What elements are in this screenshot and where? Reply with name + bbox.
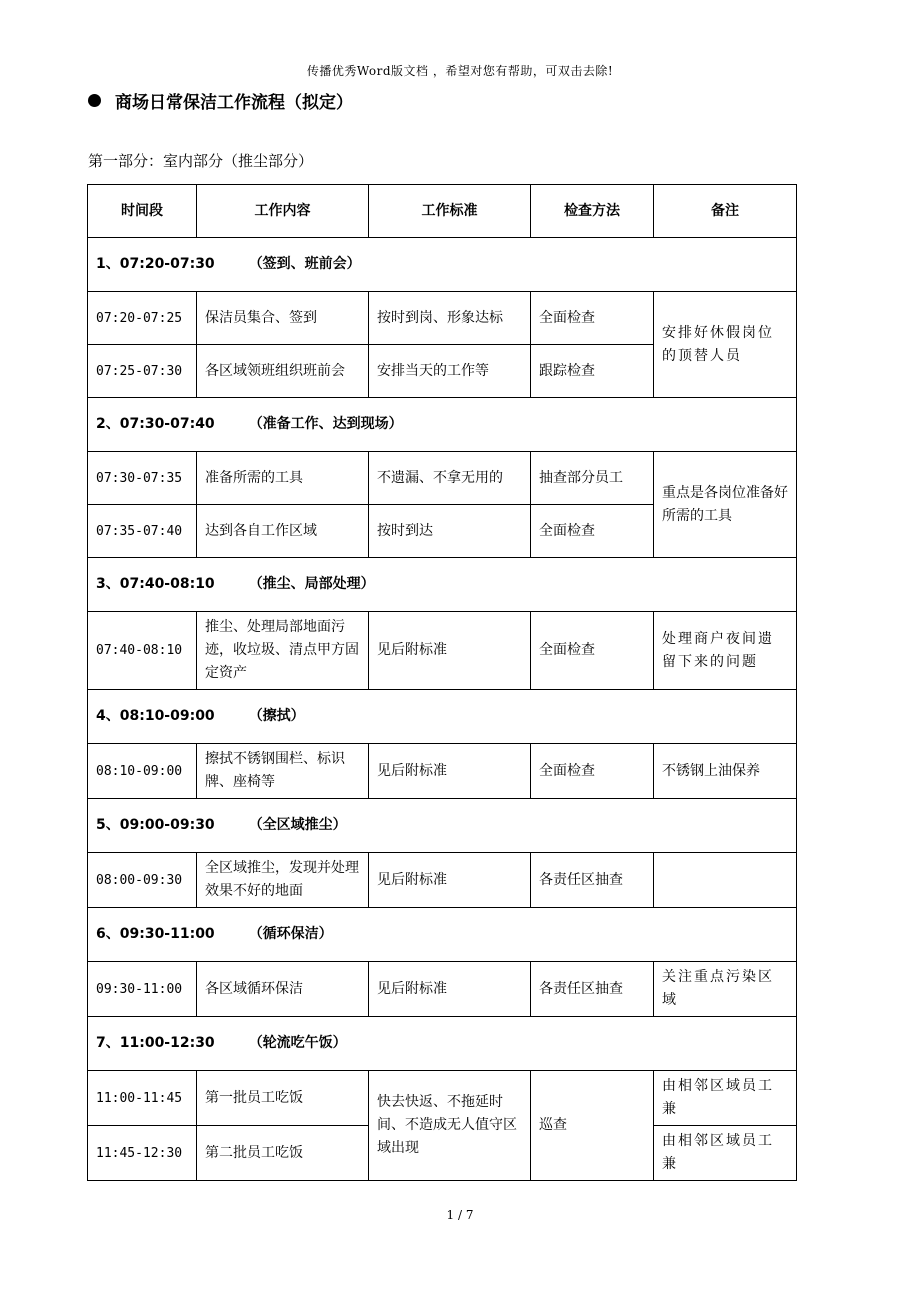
cell-standard: 见后附标准 xyxy=(369,612,531,690)
table-row xyxy=(88,853,797,908)
group-time: 2、07:30-07:40 xyxy=(96,416,215,432)
group-time: 6、09:30-11:00 xyxy=(96,926,215,942)
cell-standard: 见后附标准 xyxy=(369,962,531,1017)
group-label: （擦拭） xyxy=(248,708,305,724)
table-header-row xyxy=(88,185,797,238)
table-row xyxy=(88,292,797,345)
cell-note: 不锈钢上油保养 xyxy=(654,744,797,799)
group-label: （全区域推尘） xyxy=(248,817,347,833)
column-header: 工作标准 xyxy=(369,185,531,238)
cell-note: 重点是各岗位准备好所需的工具 xyxy=(654,452,797,558)
page-number: 1 / 7 xyxy=(446,1208,474,1222)
group-label: （签到、班前会） xyxy=(248,256,361,272)
cell-check: 巡查 xyxy=(531,1071,654,1181)
cell-standard: 见后附标准 xyxy=(369,853,531,908)
table-row xyxy=(88,1071,797,1126)
cell-check: 全面检查 xyxy=(531,505,654,558)
column-header: 工作内容 xyxy=(197,185,369,238)
cell-time: 11:45-12:30 xyxy=(88,1126,197,1181)
cell-note xyxy=(654,853,797,908)
document-title-text: 商场日常保洁工作流程（拟定） xyxy=(115,93,353,113)
cell-standard: 快去快返、不拖延时间、不造成无人值守区域出现 xyxy=(369,1071,531,1181)
cell-time: 07:30-07:35 xyxy=(88,452,197,505)
group-header-row xyxy=(88,799,797,853)
cell-check: 全面检查 xyxy=(531,292,654,345)
group-header-row xyxy=(88,398,797,452)
cell-check: 各责任区抽查 xyxy=(531,853,654,908)
schedule-table xyxy=(87,184,797,1181)
group-label: （轮流吃午饭） xyxy=(248,1035,347,1051)
header-note: 传播优秀Word版文档 ，希望对您有帮助，可双击去除! xyxy=(306,64,614,78)
cell-standard: 按时到达 xyxy=(369,505,531,558)
cell-time: 07:35-07:40 xyxy=(88,505,197,558)
cell-standard: 安排当天的工作等 xyxy=(369,345,531,398)
group-header-row xyxy=(88,690,797,744)
cell-content: 第二批员工吃饭 xyxy=(197,1126,369,1181)
cell-note: 安排好休假岗位的顶替人员 xyxy=(654,292,797,398)
cell-time: 07:40-08:10 xyxy=(88,612,197,690)
table-row xyxy=(88,962,797,1017)
group-header xyxy=(88,1017,797,1071)
table-row xyxy=(88,744,797,799)
document-title xyxy=(88,88,353,113)
group-header-row xyxy=(88,1017,797,1071)
cell-note: 关注重点污染区域 xyxy=(654,962,797,1017)
cell-check: 全面检查 xyxy=(531,744,654,799)
group-label: （推尘、局部处理） xyxy=(248,576,375,592)
group-time: 7、11:00-12:30 xyxy=(96,1035,215,1051)
cell-content: 准备所需的工具 xyxy=(197,452,369,505)
cell-note: 由相邻区域员工兼 xyxy=(654,1071,797,1126)
cell-standard: 见后附标准 xyxy=(369,744,531,799)
cell-time: 07:20-07:25 xyxy=(88,292,197,345)
cell-check: 跟踪检查 xyxy=(531,345,654,398)
cell-content: 达到各自工作区域 xyxy=(197,505,369,558)
cell-content: 第一批员工吃饭 xyxy=(197,1071,369,1126)
group-header xyxy=(88,908,797,962)
group-header xyxy=(88,238,797,292)
cell-check: 各责任区抽查 xyxy=(531,962,654,1017)
cell-content: 全区域推尘，发现并处理效果不好的地面 xyxy=(197,853,369,908)
group-label: （循环保洁） xyxy=(248,926,333,942)
group-time: 4、08:10-09:00 xyxy=(96,708,215,724)
group-header-row xyxy=(88,238,797,292)
cell-content: 各区域循环保洁 xyxy=(197,962,369,1017)
cell-time: 09:30-11:00 xyxy=(88,962,197,1017)
cell-time: 08:10-09:00 xyxy=(88,744,197,799)
group-header xyxy=(88,799,797,853)
group-time: 1、07:20-07:30 xyxy=(96,256,215,272)
cell-check: 抽查部分员工 xyxy=(531,452,654,505)
cell-note: 由相邻区域员工兼 xyxy=(654,1126,797,1181)
cell-time: 11:00-11:45 xyxy=(88,1071,197,1126)
cell-time: 08:00-09:30 xyxy=(88,853,197,908)
cell-standard: 按时到岗、形象达标 xyxy=(369,292,531,345)
group-time: 3、07:40-08:10 xyxy=(96,576,215,592)
table-row xyxy=(88,612,797,690)
cell-content: 各区域领班组织班前会 xyxy=(197,345,369,398)
cell-content: 保洁员集合、签到 xyxy=(197,292,369,345)
cell-time: 07:25-07:30 xyxy=(88,345,197,398)
section-heading: 第一部分：室内部分（推尘部分） xyxy=(88,152,314,170)
column-header: 检查方法 xyxy=(531,185,654,238)
group-header-row xyxy=(88,908,797,962)
group-time: 5、09:00-09:30 xyxy=(96,817,215,833)
cell-content: 推尘、处理局部地面污迹，收垃圾、清点甲方固定资产 xyxy=(197,612,369,690)
bullet-icon xyxy=(88,94,101,107)
cell-note: 处理商户夜间遗留下来的问题 xyxy=(654,612,797,690)
cell-standard: 不遗漏、不拿无用的 xyxy=(369,452,531,505)
cell-check: 全面检查 xyxy=(531,612,654,690)
group-header xyxy=(88,398,797,452)
column-header: 备注 xyxy=(654,185,797,238)
table-row xyxy=(88,452,797,505)
group-header-row xyxy=(88,558,797,612)
group-label: （准备工作、达到现场） xyxy=(248,416,403,432)
group-header xyxy=(88,690,797,744)
column-header: 时间段 xyxy=(88,185,197,238)
cell-content: 擦拭不锈钢围栏、标识牌、座椅等 xyxy=(197,744,369,799)
group-header xyxy=(88,558,797,612)
